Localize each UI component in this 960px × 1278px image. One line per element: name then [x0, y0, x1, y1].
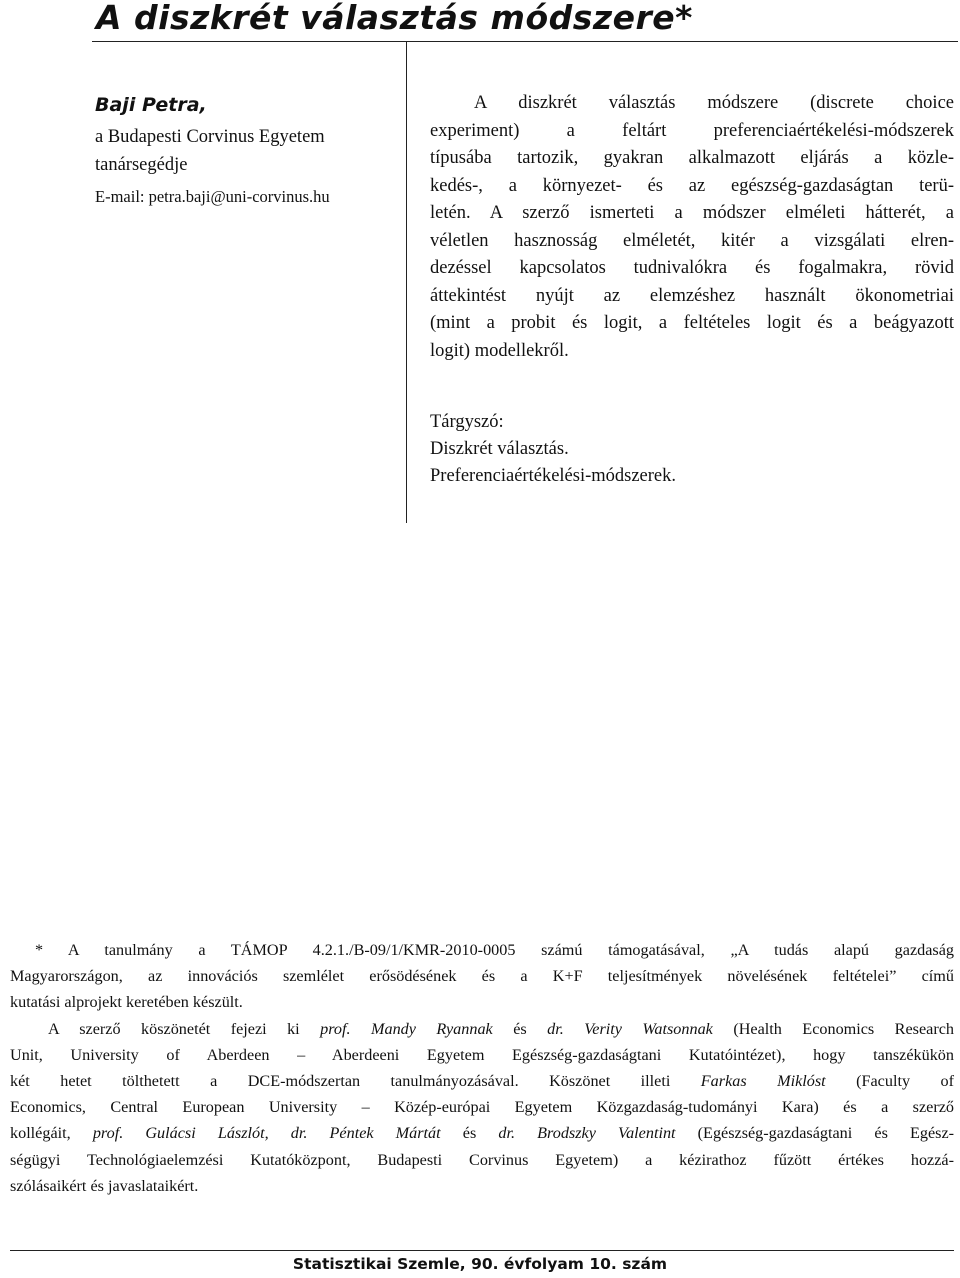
footnote-person: dr. Brodszky Valentint	[498, 1124, 676, 1143]
footnote-text: (Faculty of	[825, 1071, 954, 1090]
footnote-line: ségügyi Technológiaelemzési Kutatóközpont, Budapesti Corvinus Egyetem) a kézirathoz fűzött értékes hozzá-	[10, 1150, 954, 1169]
keywords	[430, 409, 676, 490]
page-footer: Statisztikai Szemle, 90. évfolyam 10. szám	[292, 1255, 668, 1273]
footnote-line: kutatási alprojekt keretében készült.	[10, 993, 243, 1012]
footnote-text: (Egészség-gazdaságtani és Egész-	[675, 1124, 955, 1143]
footnote-line	[10, 1068, 954, 1094]
footnote-person: prof. Gulácsi Lászlót, dr. Péntek Mártát	[92, 1124, 441, 1143]
author-block	[95, 93, 405, 210]
author-affiliation-line: tanársegédje	[95, 155, 188, 175]
abstract-line: (mint a probit és logit, a feltételes logit és a beágyazott	[430, 313, 954, 333]
column-divider	[406, 41, 407, 523]
footnote-line: * A tanulmány a TÁMOP 4.2.1./B-09/1/KMR-2010-0005 számú támogatásával, „A tudás alapú gazdaság	[35, 941, 954, 959]
abstract-line: logit) modellekről.	[430, 340, 569, 361]
footnote-text: és	[492, 1019, 548, 1038]
abstract-line: típusába tartozik, gyakran alkalmazott eljárás a közle-	[430, 148, 954, 168]
abstract-line: experiment) a feltárt preferenciaértékelési-módszerek	[430, 120, 954, 141]
author-affiliation-line: a Budapesti Corvinus Egyetem	[95, 127, 325, 147]
footnote-text: A szerző köszönetét fejezi ki	[48, 1019, 321, 1038]
footnote-line	[10, 1016, 954, 1042]
footnote	[10, 937, 954, 1199]
abstract-line: kedés-, a környezet- és az egészség-gazdaságtan terü-	[430, 175, 954, 196]
footnote-line	[10, 1120, 954, 1146]
author-name: Baji Petra,	[95, 94, 207, 116]
keyword-item: Diszkrét választás.	[430, 439, 569, 459]
footnote-line: Magyarországon, az innovációs szemlélet erősödésének és a K+F teljesítmények növelésének feltételei” című	[10, 967, 954, 986]
footnote-text: két hetet tölthetett a DCE-módszertan tanulmányozásával. Köszönet illeti	[10, 1071, 701, 1090]
title-rule	[92, 41, 958, 42]
keywords-heading: Tárgyszó:	[430, 412, 504, 432]
footnote-person: prof. Mandy Ryannak	[320, 1019, 493, 1038]
abstract-line: A diszkrét választás módszere (discrete choice	[474, 93, 954, 113]
footnote-line: Unit, University of Aberdeen – Aberdeeni Egyetem Egészség-gazdaságtani Kutatóintézet), hogy tanszékükön	[10, 1045, 954, 1064]
footnote-text: és	[440, 1124, 499, 1143]
footnote-text: kollégáit,	[10, 1124, 93, 1143]
abstract-line: letén. A szerző ismerteti a módszer elméleti hátterét, a	[430, 203, 954, 223]
footnote-line: Economics, Central European University – Közép-európai Egyetem Közgazdaság-tudományi Kara) és a szerző	[10, 1098, 954, 1117]
footnote-line: szólásaikért és javaslataikért.	[10, 1176, 199, 1195]
abstract	[430, 90, 954, 365]
author-email[interactable]: E-mail: petra.baji@uni-corvinus.hu	[95, 187, 330, 206]
abstract-line: áttekintést nyújt az elemzéshez használt ökonometriai	[430, 285, 954, 306]
footnote-person: Farkas Miklóst	[700, 1071, 826, 1090]
footnote-person: dr. Verity Watsonnak	[547, 1019, 713, 1038]
article-title: A diszkrét választás módszere*	[96, 0, 693, 37]
footer-rule	[10, 1250, 954, 1251]
abstract-line: dezéssel kapcsolatos tudnivalókra és fogalmakra, rövid	[430, 258, 954, 278]
keyword-item: Preferenciaértékelési-módszerek.	[430, 466, 677, 486]
abstract-line: véletlen hasznosság elméletét, kitér a vizsgálati elren-	[430, 230, 954, 251]
footnote-text: (Health Economics Research	[712, 1019, 954, 1038]
